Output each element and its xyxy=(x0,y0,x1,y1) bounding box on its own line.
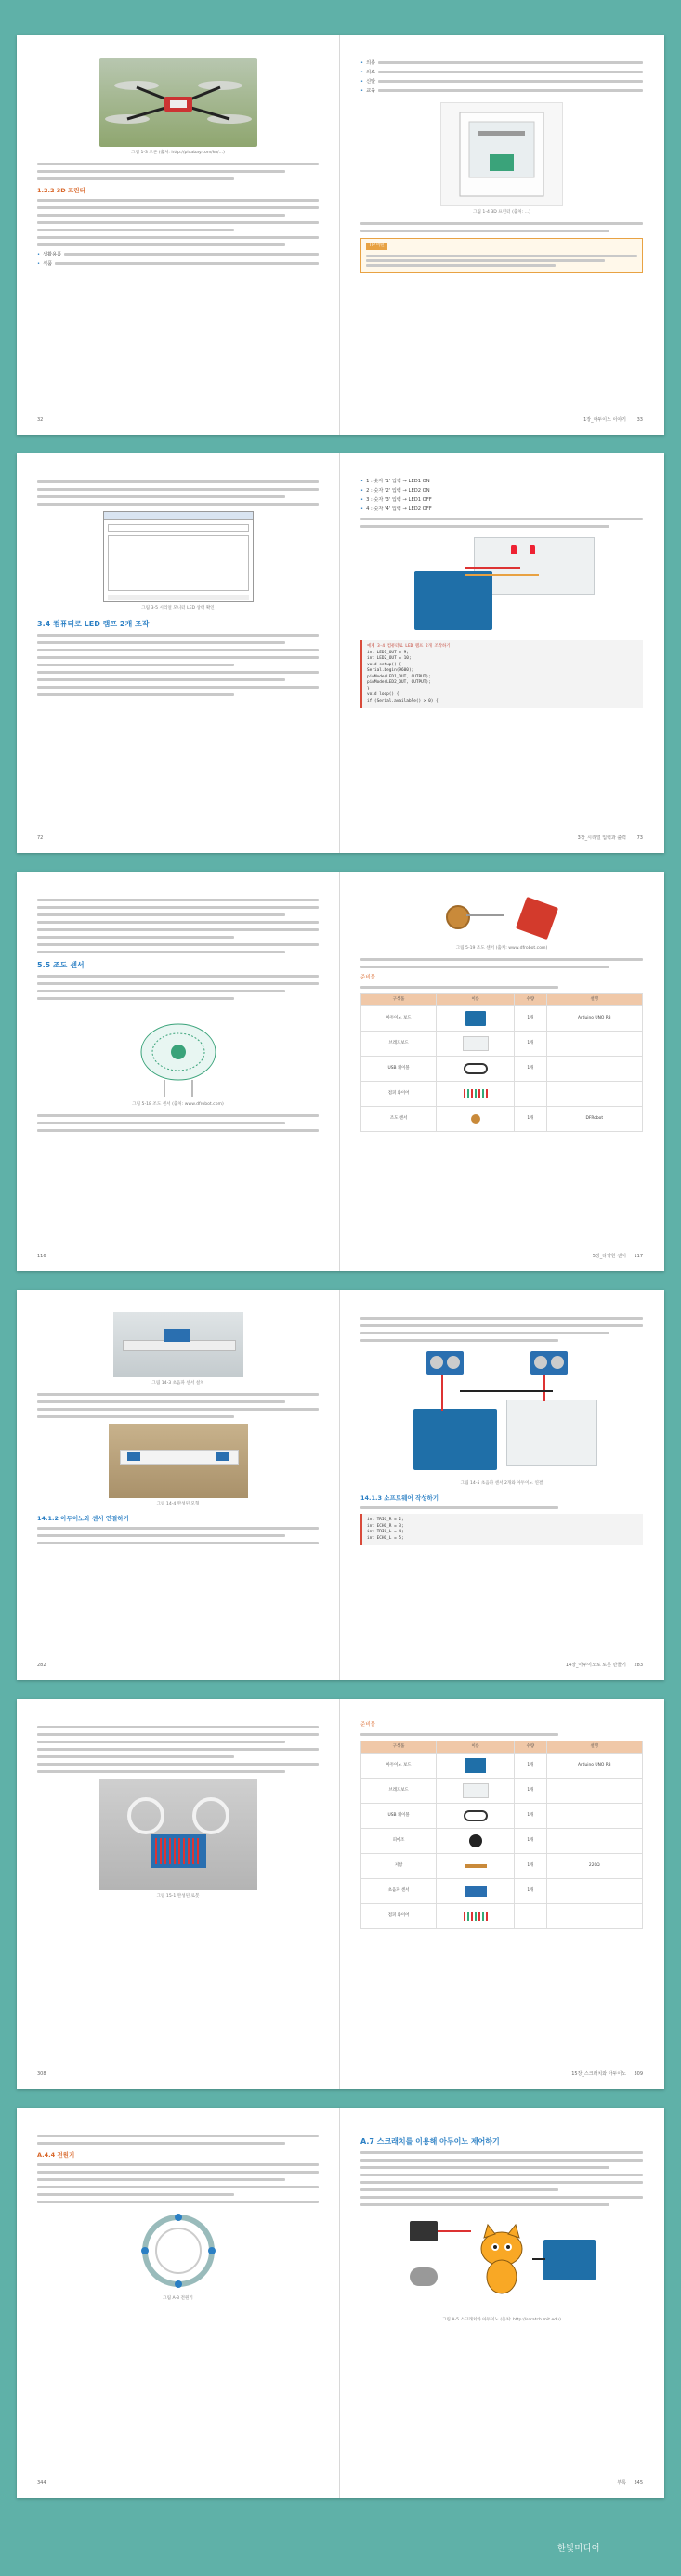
page-72 xyxy=(17,453,340,853)
ultrasonic-sensor-icon xyxy=(530,1351,568,1375)
page-345 xyxy=(340,2108,663,2498)
step-item: • 3 : 숫자 '3' 입력 → LED1 OFF xyxy=(360,497,432,503)
subsection-heading: 1.2.2 3D 프린터 xyxy=(37,187,85,194)
spread-5 xyxy=(17,1699,664,2089)
part-image xyxy=(437,1904,515,1929)
text-line xyxy=(37,1741,285,1743)
subsection-heading: 14.1.3 소프트웨어 작성하기 xyxy=(360,1494,439,1502)
text-line xyxy=(37,1114,319,1117)
text-line xyxy=(37,928,319,931)
text-line xyxy=(37,206,319,209)
arduino-board xyxy=(543,2240,596,2280)
table-row: 초음파 센서 1개 xyxy=(361,1879,643,1904)
page-344 xyxy=(17,2108,340,2498)
text-line xyxy=(37,221,319,224)
page-117 xyxy=(340,872,663,1271)
running-head: 5장_다양한 센서 xyxy=(592,1254,626,1259)
text-line xyxy=(37,236,319,239)
page-number: 73 xyxy=(636,835,643,841)
text-line xyxy=(37,170,285,173)
bullet-item: • 의류 xyxy=(360,59,643,67)
text-line xyxy=(37,1527,319,1530)
code-listing: int TRIG_R = 2; int ECHO_R = 3; int TRIG_L = 4; int ECHO_L = 5; xyxy=(360,1514,643,1545)
text-line xyxy=(37,921,319,924)
text-line xyxy=(37,199,319,202)
text-line xyxy=(360,1324,643,1327)
text-line xyxy=(37,1393,319,1396)
col-header: 수량 xyxy=(515,994,546,1006)
bullet-item: • 신발 xyxy=(360,78,643,85)
text-line xyxy=(37,1542,319,1544)
subsection-heading: 14.1.2 아두이노와 센서 연결하기 xyxy=(37,1515,129,1522)
page-number: 32 xyxy=(37,417,44,423)
text-line xyxy=(37,177,234,180)
bullet-item: • 의료 xyxy=(360,69,643,76)
table-row: 조도 센서 1개 DFRobot xyxy=(361,1107,643,1132)
text-line xyxy=(360,525,609,528)
led-circuit-diagram xyxy=(409,533,595,636)
text-line xyxy=(37,982,319,985)
power-ring-icon xyxy=(123,2209,234,2293)
text-line xyxy=(37,656,319,659)
page-number: 283 xyxy=(634,1663,643,1668)
text-line xyxy=(37,2171,319,2174)
tip-box xyxy=(360,238,643,273)
text-line xyxy=(360,1317,643,1320)
text-line xyxy=(37,1755,234,1758)
figure-caption: 그림 1-4 3D 프린터 (출처: ...) xyxy=(473,210,530,215)
text-line xyxy=(37,671,319,674)
scratch-arduino-illustration xyxy=(404,2212,599,2314)
text-line xyxy=(37,1733,319,1736)
text-line xyxy=(37,899,319,901)
running-head: 15장_스크래치와 아두이노 xyxy=(571,2071,626,2077)
spread-6 xyxy=(17,2108,664,2498)
text-line xyxy=(37,1415,234,1418)
light-sensor-diagram xyxy=(109,1005,248,1098)
figure-caption: 그림 14-5 초음파 센서 2개와 아두이노 연결 xyxy=(460,1481,543,1486)
part-image xyxy=(437,1879,515,1904)
table-row: USB 케이블 1개 xyxy=(361,1804,643,1829)
text-line xyxy=(37,1534,285,1537)
text-line xyxy=(37,2163,319,2166)
text-line xyxy=(37,1400,285,1403)
3d-printer-icon xyxy=(441,103,562,205)
text-line xyxy=(37,990,285,992)
text-line xyxy=(37,1122,285,1124)
text-line xyxy=(37,2142,285,2145)
page-308 xyxy=(17,1699,340,2089)
page-309 xyxy=(340,1699,663,2089)
spread-3 xyxy=(17,872,664,1271)
col-header: 이름 xyxy=(437,994,515,1006)
text-line xyxy=(37,2186,319,2188)
section-heading: 3.4 컴퓨터로 LED 램프 2개 조작 xyxy=(37,620,150,628)
arduino-board xyxy=(414,571,492,630)
serial-monitor-screenshot xyxy=(103,511,254,602)
text-line xyxy=(37,1770,285,1773)
part-image xyxy=(437,1082,515,1107)
bullet-item: • 생활용품 xyxy=(37,251,319,258)
part-image xyxy=(437,1829,515,1854)
text-line xyxy=(360,1339,558,1342)
table-row: 점퍼 와이어 xyxy=(361,1082,643,1107)
text-line xyxy=(360,2188,558,2191)
photoresistor-icon xyxy=(446,905,470,929)
page-number: 117 xyxy=(634,1254,643,1259)
text-line xyxy=(360,2181,643,2184)
running-head: 부록 xyxy=(617,2480,626,2486)
text-line xyxy=(37,997,234,1000)
text-line xyxy=(37,2193,234,2196)
subsection-heading: A.4.4 전원기 xyxy=(37,2151,75,2159)
text-line xyxy=(37,495,285,498)
text-line xyxy=(37,229,234,231)
page-33 xyxy=(340,35,663,435)
parts-table xyxy=(360,993,643,1132)
table-row: 아두이노 보드 1개 Arduino UNO R3 xyxy=(361,1006,643,1032)
table-row: 점퍼 와이어 xyxy=(361,1904,643,1929)
robot-photo xyxy=(99,1779,257,1890)
breadboard xyxy=(506,1400,597,1466)
text-line xyxy=(360,2203,609,2206)
table-row: 브레드보드 1개 xyxy=(361,1032,643,1057)
text-line xyxy=(37,2201,319,2203)
text-line xyxy=(360,1506,558,1509)
parts-title: 준비물 xyxy=(360,1722,375,1728)
code-listing: 예제 3-4 컴퓨터로 LED 램프 2개 조작하기 int LED1_OUT = 9; int LED2_OUT = 10; void setup() { Serial.begin(9600); pinMode(LED1_OUT, OUTPUT); pinMode(LED2_OUT, OUTPUT); } void loop() { if (Serial.available() > 0) { xyxy=(360,640,643,708)
figure-caption: 그림 A-3 전원기 xyxy=(163,2296,193,2301)
figure-caption: 그림 14-3 초음파 센서 설치 xyxy=(151,1381,204,1386)
figure-caption: 그림 14-4 완성된 모형 xyxy=(156,1502,200,1506)
text-line xyxy=(37,649,319,651)
arduino-board xyxy=(413,1409,497,1470)
ultrasonic-wiring-diagram xyxy=(404,1347,599,1478)
page-number: 72 xyxy=(37,835,44,841)
text-line xyxy=(37,664,234,666)
text-line xyxy=(37,2178,285,2181)
page-number: 116 xyxy=(37,1254,46,1259)
scratch-cat-icon xyxy=(469,2223,534,2297)
ultrasonic-sensor-icon xyxy=(426,1351,464,1375)
page-116 xyxy=(17,872,340,1271)
part-image xyxy=(437,1006,515,1032)
text-line xyxy=(360,2174,643,2176)
col-header: 구성품 xyxy=(361,994,437,1006)
text-line xyxy=(37,936,234,939)
part-image xyxy=(437,1854,515,1879)
text-line xyxy=(360,1332,609,1334)
light-sensor-photo xyxy=(427,894,576,942)
text-line xyxy=(360,222,643,225)
finished-model-photo xyxy=(109,1424,248,1498)
col-header: 설명 xyxy=(546,1741,642,1754)
ultrasonic-mount-photo xyxy=(113,1312,243,1377)
text-line xyxy=(37,1763,319,1766)
drone-photo xyxy=(99,58,257,147)
text-line xyxy=(37,686,319,689)
step-item: • 1 : 숫자 '1' 입력 → LED1 ON xyxy=(360,479,430,484)
sensor-diagram-icon xyxy=(109,1005,248,1098)
part-image xyxy=(437,1754,515,1779)
text-line xyxy=(360,2151,643,2154)
running-head: 3장_시리얼 입력과 출력 xyxy=(577,835,626,841)
section-heading: A.7 스크래치를 이용해 아두이노 제어하기 xyxy=(360,2137,500,2146)
col-header: 이름 xyxy=(437,1741,515,1754)
figure-caption: 그림 3-5 시리얼 모니터 LED 상태 확인 xyxy=(141,606,215,611)
text-line xyxy=(37,678,285,681)
page-73 xyxy=(340,453,663,853)
dc-motor-icon xyxy=(410,2267,438,2286)
section-heading: 5.5 조도 센서 xyxy=(37,961,85,969)
col-header: 구성품 xyxy=(361,1741,437,1754)
figure-caption: 그림 15-1 완성된 로봇 xyxy=(156,1894,200,1899)
spread-1 xyxy=(17,35,664,435)
text-line xyxy=(360,966,609,968)
text-line xyxy=(37,1748,319,1751)
bullet-item: • 교육 xyxy=(360,87,643,95)
text-line xyxy=(360,986,558,989)
text-line xyxy=(360,1733,558,1736)
table-row: 브레드보드 1개 xyxy=(361,1779,643,1804)
running-head: 14장_아두이노로 로봇 만들기 xyxy=(565,1663,626,1668)
part-image xyxy=(437,1107,515,1132)
page-number: 345 xyxy=(634,2480,643,2486)
led-red-icon xyxy=(511,545,517,554)
text-line xyxy=(37,634,319,637)
text-line xyxy=(360,2166,609,2169)
spread-4 xyxy=(17,1290,664,1680)
col-header: 수량 xyxy=(515,1741,546,1754)
page-32 xyxy=(17,35,340,435)
publisher-logo: 한빛미디어 xyxy=(557,2544,600,2554)
col-header: 설명 xyxy=(546,994,642,1006)
led-red-icon xyxy=(530,545,535,554)
text-line xyxy=(360,2159,643,2162)
text-line xyxy=(360,2196,643,2199)
3d-printer-photo xyxy=(440,102,563,206)
tip-tag: TIP 어떤 xyxy=(366,243,387,250)
part-image xyxy=(437,1057,515,1082)
page-number: 344 xyxy=(37,2480,46,2486)
figure-caption: 그림 A-5 스크래치와 아두이노 (출처: http://scratch.mit.edu) xyxy=(442,2318,561,2322)
table-row: 피에조 1개 xyxy=(361,1829,643,1854)
text-line xyxy=(37,641,285,644)
step-item: • 4 : 숫자 '4' 입력 → LED2 OFF xyxy=(360,506,432,512)
step-item: • 2 : 숫자 '2' 입력 → LED2 ON xyxy=(360,488,430,493)
spread-2 xyxy=(17,453,664,853)
part-image xyxy=(437,1779,515,1804)
text-line xyxy=(37,943,319,946)
text-line xyxy=(37,693,234,696)
bullet-item: • 식품 xyxy=(37,260,319,268)
text-line xyxy=(360,518,643,520)
parts-table xyxy=(360,1741,643,1929)
code-title: 예제 3-4 컴퓨터로 LED 램프 2개 조작하기 xyxy=(367,644,451,649)
text-line xyxy=(37,214,285,217)
text-line xyxy=(37,488,319,491)
text-line xyxy=(360,958,643,961)
page-283 xyxy=(340,1290,663,1680)
servo-icon xyxy=(410,2221,438,2241)
drone-icon xyxy=(99,58,257,147)
text-line xyxy=(37,503,319,506)
text-line xyxy=(37,243,285,246)
text-line xyxy=(37,906,319,909)
table-row: 저항 1개 220Ω xyxy=(361,1854,643,1879)
page-number: 282 xyxy=(37,1663,46,1668)
page-282 xyxy=(17,1290,340,1680)
page-number: 309 xyxy=(634,2071,643,2077)
text-line xyxy=(37,951,285,953)
text-line xyxy=(37,2135,319,2137)
text-line xyxy=(37,913,285,916)
running-head: 1장_아두이노 이야기 xyxy=(583,417,626,423)
sensor-module-icon xyxy=(516,897,558,940)
text-line xyxy=(37,1129,319,1132)
parts-title: 준비물 xyxy=(360,975,375,980)
figure-caption: 그림 5-19 조도 센서 (출처: www.dfrobot.com) xyxy=(455,946,548,951)
page-number: 308 xyxy=(37,2071,46,2077)
text-line xyxy=(37,1726,319,1728)
page-number: 33 xyxy=(636,417,643,423)
figure-caption: 그림 5-18 조도 센서 (출처: www.dfrobot.com) xyxy=(132,1102,224,1107)
figure-caption: 그림 1-3 드론 (출처: http://pixabay.com/ko/...) xyxy=(131,151,225,155)
table-row: USB 케이블 1개 xyxy=(361,1057,643,1082)
power-diagram xyxy=(123,2209,234,2293)
part-image xyxy=(437,1804,515,1829)
text-line xyxy=(360,230,609,232)
text-line xyxy=(37,1408,319,1411)
text-line xyxy=(37,975,319,978)
text-line xyxy=(37,480,319,483)
part-image xyxy=(437,1032,515,1057)
table-row: 아두이노 보드 1개 Arduino UNO R3 xyxy=(361,1754,643,1779)
text-line xyxy=(37,163,319,165)
